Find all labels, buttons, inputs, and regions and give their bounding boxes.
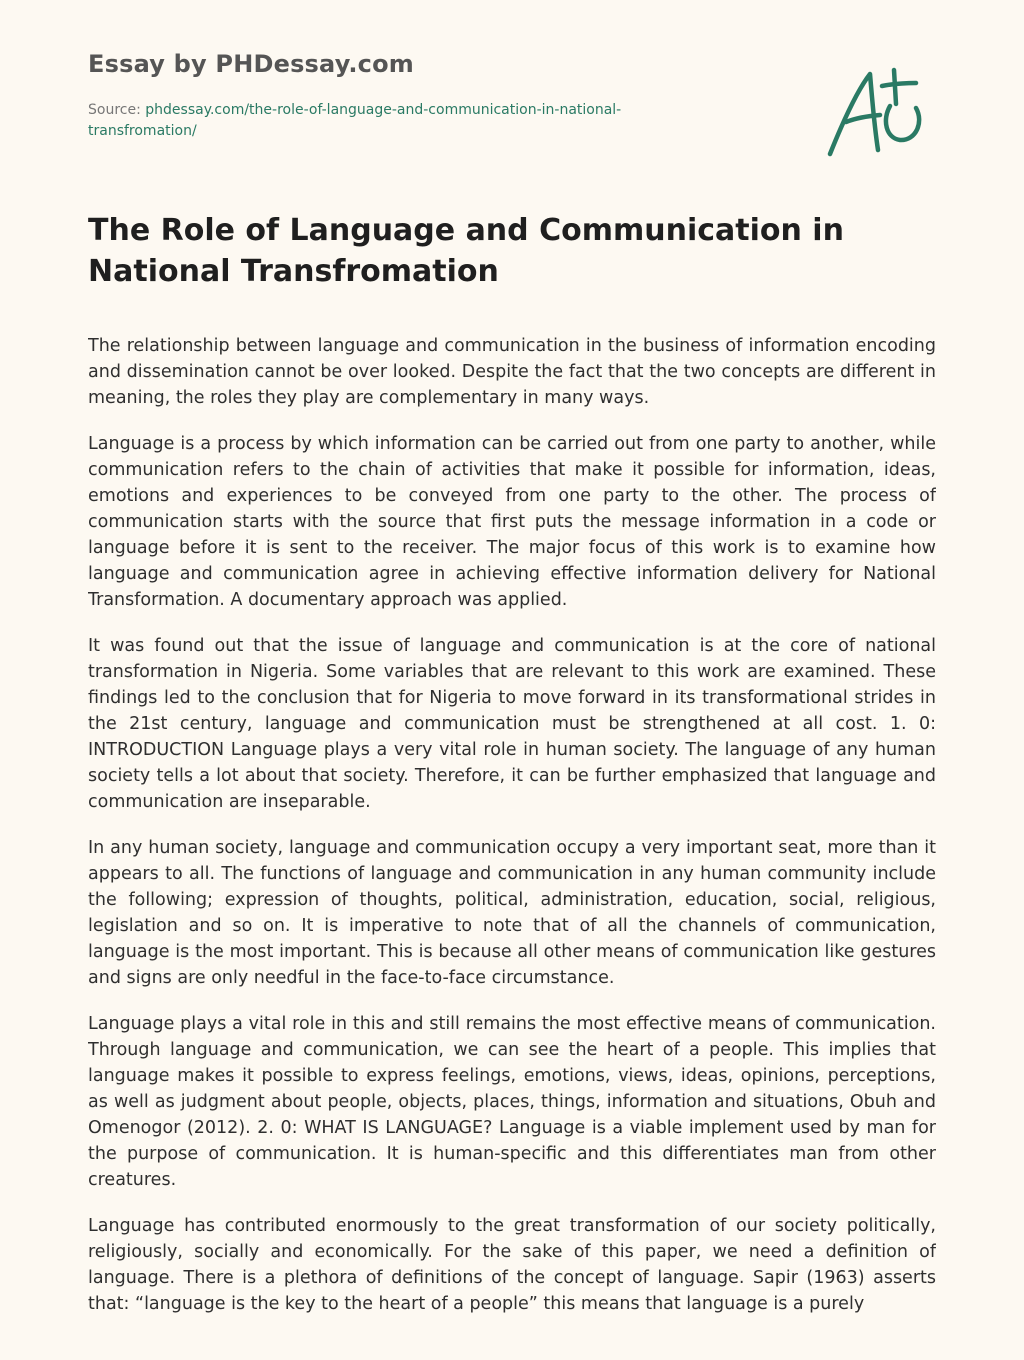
paragraph: Language has contributed enormously to the great transformation of our society politically, religiously, socially and economically. For the sake of this paper, we need a definition of language. There is a plethora of definitions of the concept of language. Sapir (1963) asserts that: “language is the key to the heart of a people” this means that language is a purely [88,1216,936,1314]
site-brand: Essay by PHDessay.com [88,50,414,78]
paragraph: In any human society, language and communication occupy a very important seat, more than it appears to all. The functions of language and communication in any human community include the following; expression of thoughts, political, administration, education, social, religious, legislation and so on. It is imperative to note that of all the channels of communication, language is the most important. This is because all other means of communication like gestures and signs are only needful in the face-to-face circumstance. [88,838,936,988]
source-label: Source: [88,102,141,118]
essay-body [88,333,936,1360]
paragraph: The relationship between language and communication in the business of information encoding and dissemination cannot be over looked. Despite the fact that the two concepts are different in meaning, the roles they play are complementary in many ways. [88,336,936,408]
source-line [88,100,708,142]
paragraph: Language is a process by which information can be carried out from one party to another, while communication refers to the chain of activities that make it possible for information, ideas, emotions and experiences to be conveyed from one party to the other. The process of communication starts with the source that first puts the message information in a code or language before it is sent to the receiver. The major focus of this work is to examine how language and communication agree in achieving effective information delivery for National Transformation. A documentary approach was applied. [88,434,936,610]
essay-title: The Role of Language and Communication in National Transfromation [88,213,844,289]
paragraph: It was found out that the issue of language and communication is at the core of national transformation in Nigeria. Some variables that are relevant to this work are examined. These findings led to the conclusion that for Nigeria to move forward in its transformational strides in the 21st century, language and communication must be strengthened at all cost. 1. 0: INTRODUCTION Language plays a very vital role in human society. The language of any human society tells a lot about that society. Therefore, it can be further emphasized that language and communication are inseparable. [88,636,936,812]
paragraph: Language plays a vital role in this and still remains the most effective means of communication. Through language and communication, we can see the heart of a people. This implies that language makes it possible to express feelings, emotions, views, ideas, opinions, perceptions, as well as judgment about people, objects, places, things, information and situations, Obuh and Omenogor (2012). 2. 0: WHAT IS LANGUAGE? Language is a viable implement used by man for the purpose of communication. It is human-specific and this differentiates man from other creatures. [88,1014,936,1190]
a-plus-logo-icon [820,62,930,162]
source-link[interactable]: phdessay.com/the-role-of-language-and-communication-in-national-transfromation/ [88,102,622,139]
